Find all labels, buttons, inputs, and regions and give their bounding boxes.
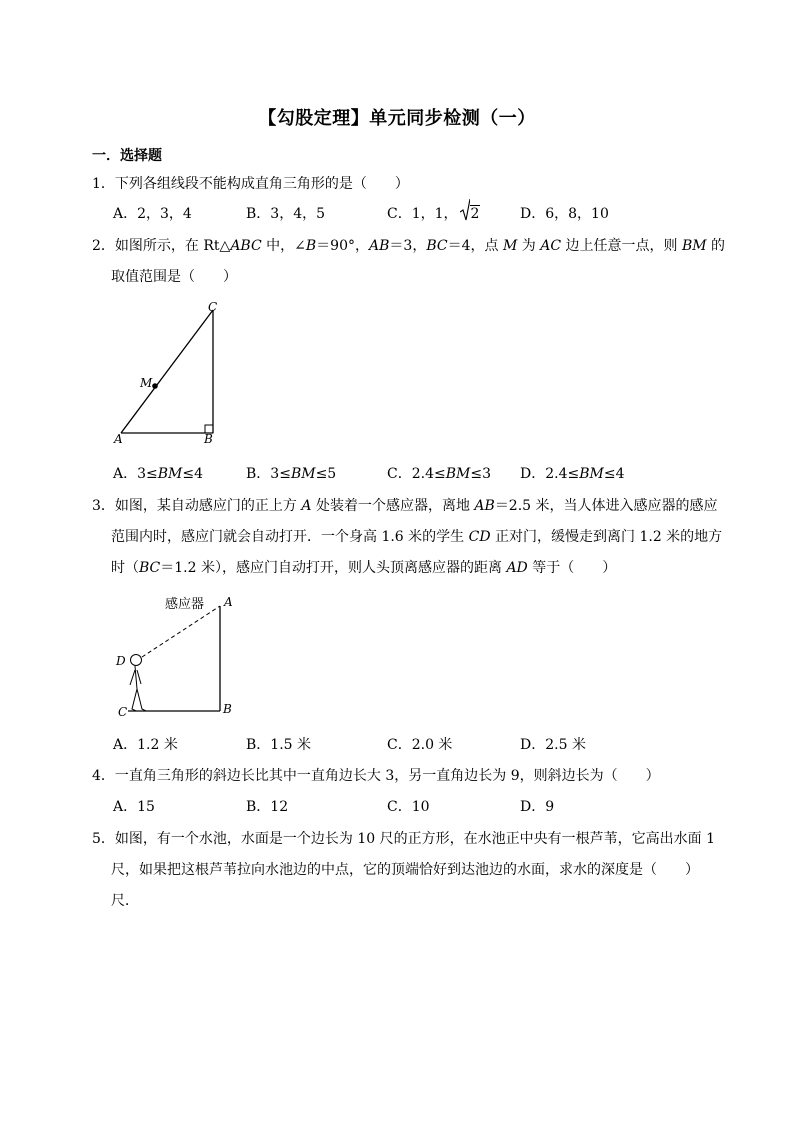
option-d: D．2.4≤BM≤4 (520, 466, 625, 482)
sqrt-expression (461, 204, 481, 224)
label-b: B (204, 432, 213, 446)
option-d: D．6，8，10 (520, 206, 609, 222)
label-c: C (208, 300, 218, 314)
question-2-options (113, 464, 673, 484)
option-b: B．3≤BM≤5 (246, 466, 337, 482)
option-c: C．10 (387, 799, 430, 815)
question-2-text: 2．如图所示，在 Rt△ABC 中，∠B＝90°，AB＝3，BC＝4，点 M 为 AC 边上任意一点，则 BM 的 (92, 238, 726, 254)
question-5-text-line3: 尺． (111, 893, 139, 909)
option-b: B．12 (246, 799, 289, 815)
page-title: 【勾股定理】单元同步检测（一） (258, 108, 536, 129)
sensor-door-figure (110, 588, 250, 720)
sqrt-radicand: 2 (470, 206, 480, 222)
person-figure (130, 655, 146, 712)
question-1-text: 1．下列各组线段不能构成直角三角形的是（ ） (92, 176, 409, 192)
question-2-text-line2: 取值范围是（ ） (111, 269, 237, 285)
point-m (152, 383, 158, 389)
label-b: B (223, 702, 232, 716)
question-3-options (113, 735, 673, 755)
label-a: A (224, 595, 233, 609)
option-a: A．2，3，4 (113, 206, 192, 222)
triangle-abc-figure (100, 295, 230, 450)
question-5-text: 5．如图，有一个水池，水面是一个边长为 10 尺的正方形，在水池正中央有一根芦苇，它高出水面 1 (92, 831, 715, 847)
sight-line (142, 606, 220, 657)
question-3-text: 3．如图，某自动感应门的正上方 A 处装着一个感应器，离地 AB＝2.5 米，当人体进入感应器的感应 (92, 498, 718, 514)
label-a: A (114, 432, 123, 446)
question-3-text-line2: 范围内时，感应门就会自动打开．一个身高 1.6 米的学生 CD 正对门，缓慢走到离门 1.2 米的地方 (111, 529, 723, 545)
option-c-text: C．1，1， (387, 206, 458, 222)
option-b: B．1.5 米 (246, 737, 312, 753)
option-d: D．2.5 米 (520, 737, 586, 753)
option-a: A．1.2 米 (113, 737, 178, 753)
option-a: A．15 (113, 799, 155, 815)
section-heading: 一．选择题 (92, 148, 162, 164)
label-c: C (118, 705, 128, 719)
option-a: A．3≤BM≤4 (113, 466, 204, 482)
option-c: C．2.4≤BM≤3 (387, 466, 491, 482)
question-4-text: 4．一直角三角形的斜边长比其中一直角边长大 3，另一直角边长为 9，则斜边长为（ ） (92, 768, 660, 784)
option-c: C．2.0 米 (387, 737, 453, 753)
option-b: B．3，4，5 (246, 206, 326, 222)
question-3-text-line3: 时（BC＝1.2 米），感应门自动打开，则人头顶离感应器的距离 AD 等于（ ） (111, 560, 617, 576)
question-1-options (113, 204, 673, 224)
label-m: M (140, 376, 153, 390)
option-c (387, 204, 480, 224)
radical-sign-icon (460, 198, 470, 222)
question-5-text-line2: 尺，如果把这根芦苇拉向水池边的中点，它的顶端恰好到达池边的水面，求水的深度是（ ） (111, 862, 699, 878)
sensor-label: 感应器 (165, 597, 205, 612)
option-d: D．9 (520, 799, 555, 815)
question-4-options (113, 797, 673, 817)
label-d: D (116, 654, 126, 668)
